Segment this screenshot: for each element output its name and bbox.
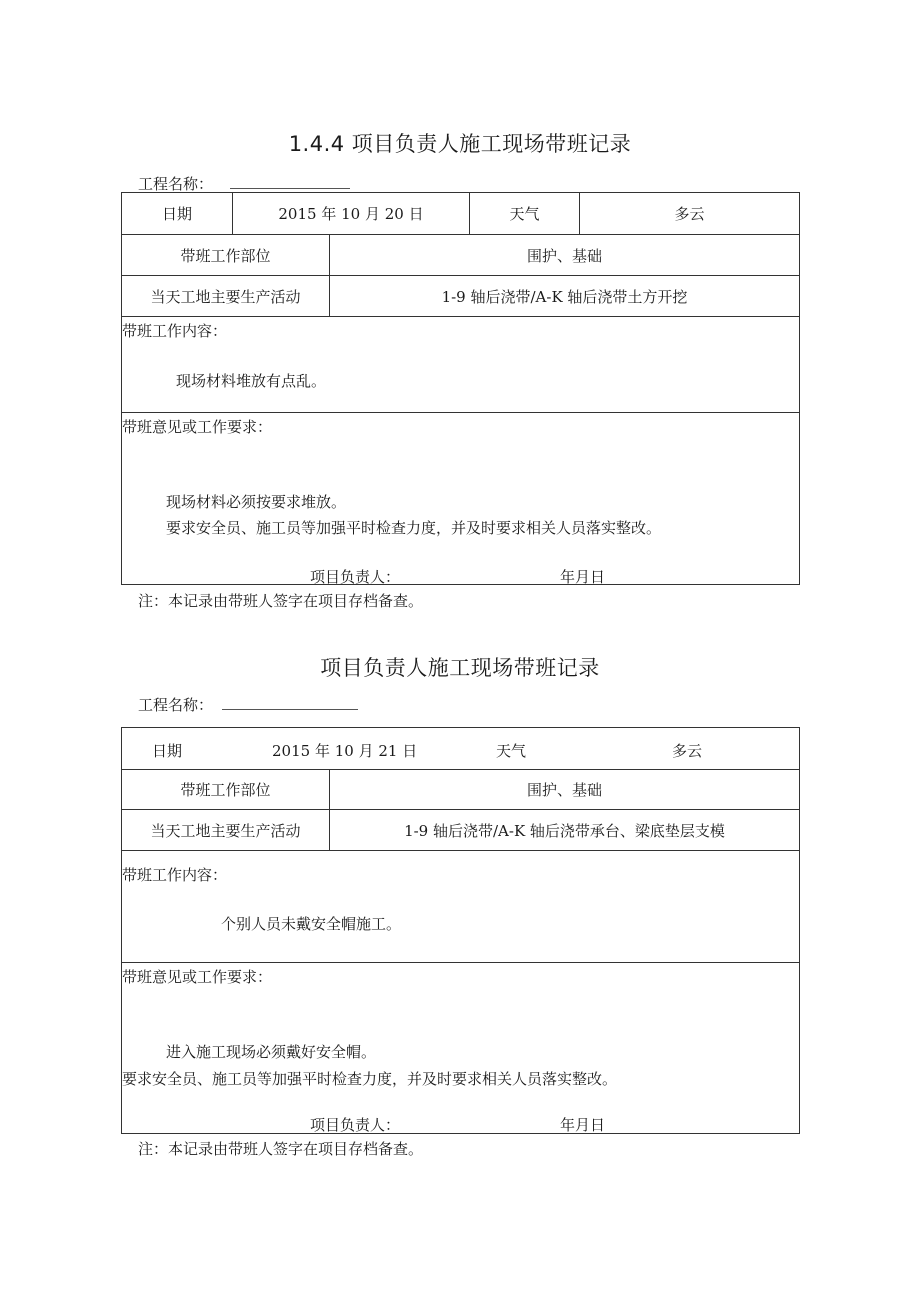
position-label: 带班工作部位 <box>180 781 271 799</box>
activity-label: 当天工地主要生产活动 <box>150 287 301 306</box>
weather-label: 天气 <box>496 742 527 760</box>
manager-label: 项目负责人： <box>310 1116 401 1134</box>
activity-label: 当天工地主要生产活动 <box>150 821 301 840</box>
opinion-line-1: 进入施工现场必须戴好安全帽。 <box>166 1043 377 1061</box>
activity-value: 1-9 轴后浇带/A-K 轴后浇带土方开挖 <box>441 287 688 306</box>
position-value: 围护、基础 <box>526 781 602 799</box>
weather-value: 多云 <box>672 742 703 760</box>
opinion-label: 带班意见或工作要求： <box>122 968 273 986</box>
date-value: 2015 年 10 月 21 日 <box>272 742 418 760</box>
date-sign-label: 年月日 <box>560 568 606 586</box>
position-value: 围护、基础 <box>526 246 602 265</box>
content-label: 带班工作内容： <box>122 866 228 884</box>
footnote: 注：本记录由带班人签字在项目存档备查。 <box>138 592 424 610</box>
project-name-label: 工程名称： <box>138 175 214 193</box>
opinion-line-1: 现场材料必须按要求堆放。 <box>166 493 347 511</box>
activity-value: 1-9 轴后浇带/A-K 轴后浇带承台、梁底垫层支模 <box>404 821 725 840</box>
footnote: 注：本记录由带班人签字在项目存档备查。 <box>138 1140 424 1158</box>
content-text: 现场材料堆放有点乱。 <box>176 372 327 390</box>
weather-label: 天气 <box>509 205 540 223</box>
date-sign-label: 年月日 <box>560 1116 606 1134</box>
position-label: 带班工作部位 <box>180 246 271 265</box>
record-title: 1.4.4 项目负责人施工现场带班记录 <box>288 132 632 156</box>
date-label: 日期 <box>161 205 192 223</box>
project-name-field[interactable] <box>222 709 358 710</box>
opinion-line-2: 要求安全员、施工员等加强平时检查力度，并及时要求相关人员落实整改。 <box>122 1070 618 1088</box>
opinion-label: 带班意见或工作要求： <box>122 418 273 436</box>
date-value: 2015 年 10 月 20 日 <box>278 205 424 223</box>
content-label: 带班工作内容： <box>122 322 228 340</box>
opinion-line-2: 要求安全员、施工员等加强平时检查力度，并及时要求相关人员落实整改。 <box>166 519 662 537</box>
project-name-label: 工程名称： <box>138 696 214 714</box>
manager-label: 项目负责人： <box>310 568 401 586</box>
project-name-field[interactable] <box>230 188 350 189</box>
record-title: 项目负责人施工现场带班记录 <box>320 656 600 680</box>
weather-value: 多云 <box>674 205 705 223</box>
date-label: 日期 <box>152 742 183 760</box>
content-text: 个别人员未戴安全帽施工。 <box>221 915 402 933</box>
